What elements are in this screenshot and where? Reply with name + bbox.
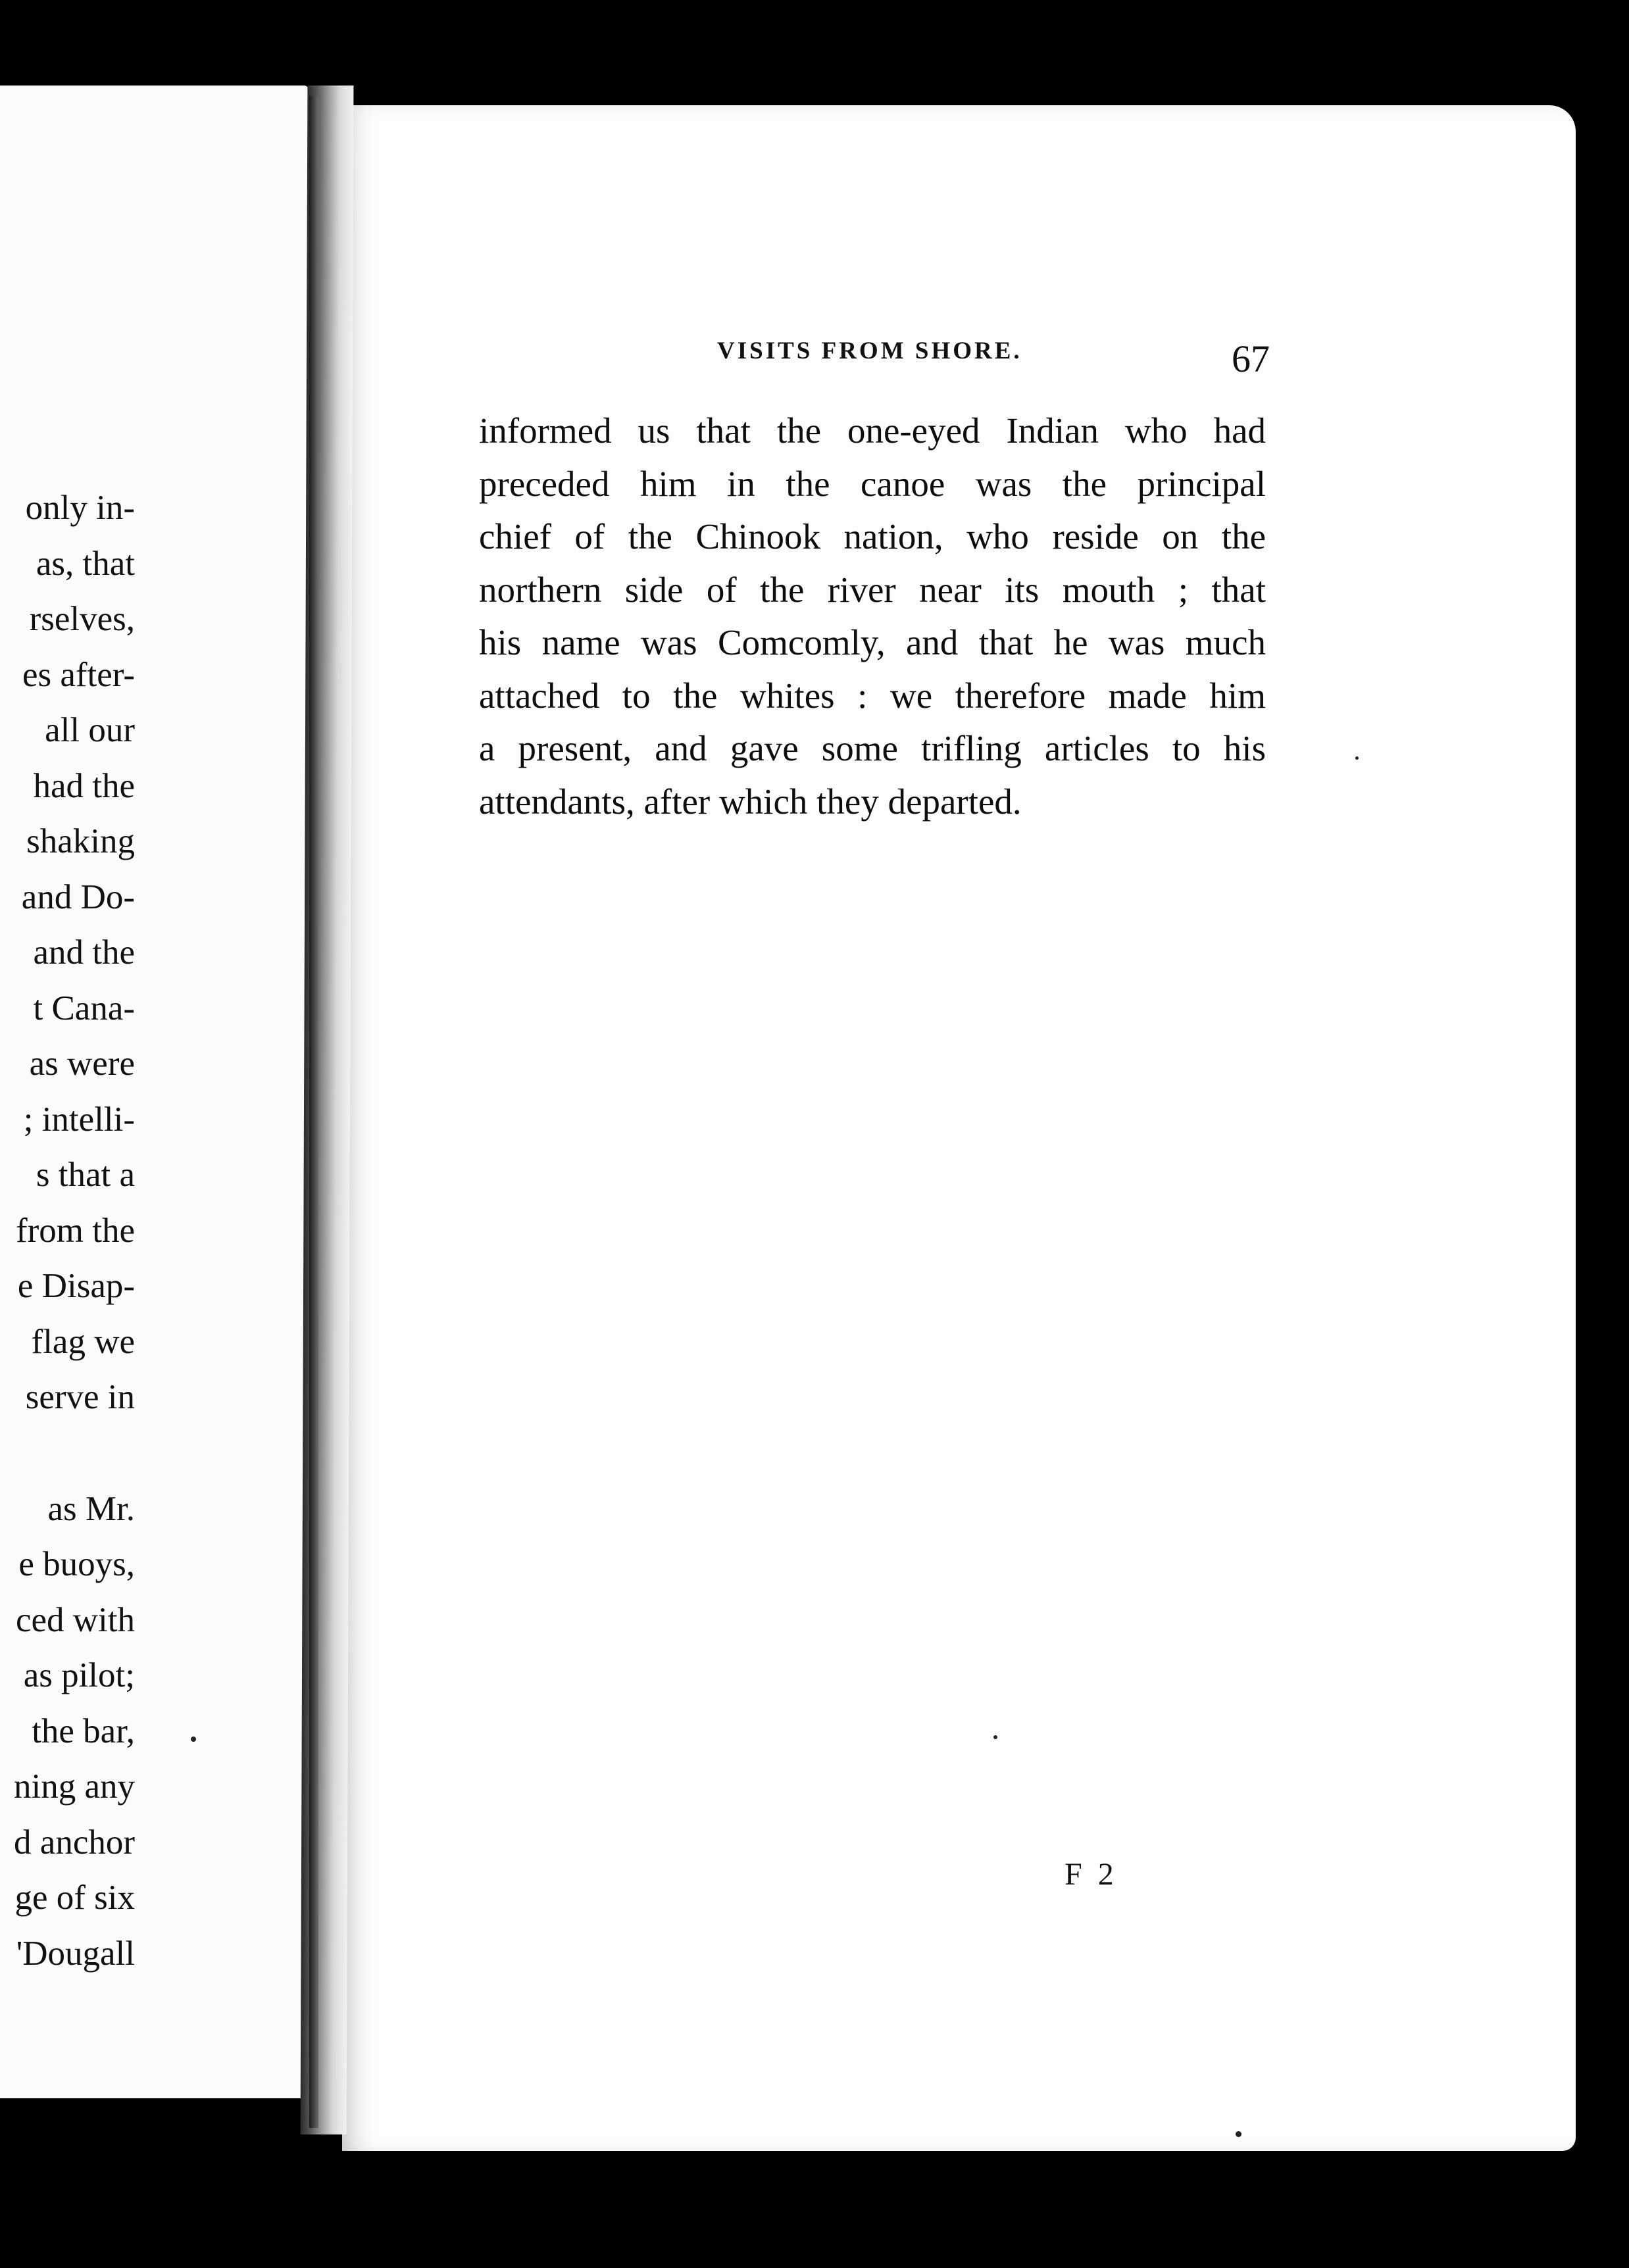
body-text-line: attendants, after which they departed.: [479, 781, 1022, 822]
previous-page-line: only in-: [25, 489, 135, 527]
page-edge-shadow: [309, 95, 318, 2128]
previous-page-line: ge of six: [14, 1879, 135, 1917]
previous-page-text: [0, 480, 135, 1981]
previous-page-line: and the: [33, 933, 135, 972]
previous-page-line: es after-: [22, 655, 135, 694]
ink-speck: [993, 1735, 997, 1739]
body-text-line: preceded him in the canoe was the principal: [479, 463, 1266, 504]
body-text-line: his name was Comcomly, and that he was much: [479, 622, 1266, 662]
previous-page-line: s that a: [36, 1156, 135, 1194]
previous-page-line: ning any: [14, 1767, 135, 1806]
ink-speck: [191, 1737, 196, 1742]
ink-speck: [1355, 756, 1359, 760]
body-text-line: northern side of the river near its mouth ; that: [479, 569, 1266, 610]
ink-speck: [1236, 2131, 1241, 2137]
body-text-line: a present, and gave some trifling articles to his: [479, 728, 1266, 768]
signature-mark: F 2: [1065, 1857, 1118, 1892]
previous-page-line: d anchor: [14, 1823, 135, 1861]
page-number: 67: [1232, 337, 1270, 380]
previous-page: [0, 86, 309, 2098]
book-gutter-shadow: [301, 86, 354, 2134]
previous-page-line: 'Dougall: [16, 1934, 135, 1973]
previous-page-line: serve in: [25, 1378, 135, 1416]
body-text-line: attached to the whites : we therefore made him: [479, 675, 1266, 716]
previous-page-line: ; intelli-: [23, 1100, 135, 1139]
previous-page-line: had the: [33, 766, 135, 805]
previous-page-line: all our: [45, 711, 135, 749]
previous-page-line: as, that: [36, 544, 135, 583]
previous-page-line: as were: [29, 1045, 135, 1083]
previous-page-line: e Disap-: [17, 1267, 135, 1305]
previous-page-line: from the: [15, 1211, 135, 1250]
previous-page-line: shaking: [26, 822, 135, 860]
previous-page-line: t Cana-: [33, 989, 135, 1027]
paragraph-gap: [0, 1425, 135, 1481]
previous-page-line: as Mr.: [47, 1489, 135, 1528]
body-text-line: informed us that the one-eyed Indian who had: [479, 410, 1266, 451]
previous-page-line: ced with: [15, 1600, 135, 1639]
previous-page-line: the bar,: [32, 1712, 135, 1750]
previous-page-line: and Do-: [21, 877, 135, 916]
previous-page-line: as pilot;: [23, 1656, 135, 1694]
previous-page-line: e buoys,: [18, 1545, 135, 1583]
body-text-line: chief of the Chinook nation, who reside on the: [479, 516, 1266, 556]
previous-page-line: flag we: [31, 1322, 135, 1361]
running-head: VISITS FROM SHORE.: [717, 337, 1022, 364]
previous-page-line: rselves,: [29, 600, 135, 638]
page-body-text: [479, 405, 1266, 828]
